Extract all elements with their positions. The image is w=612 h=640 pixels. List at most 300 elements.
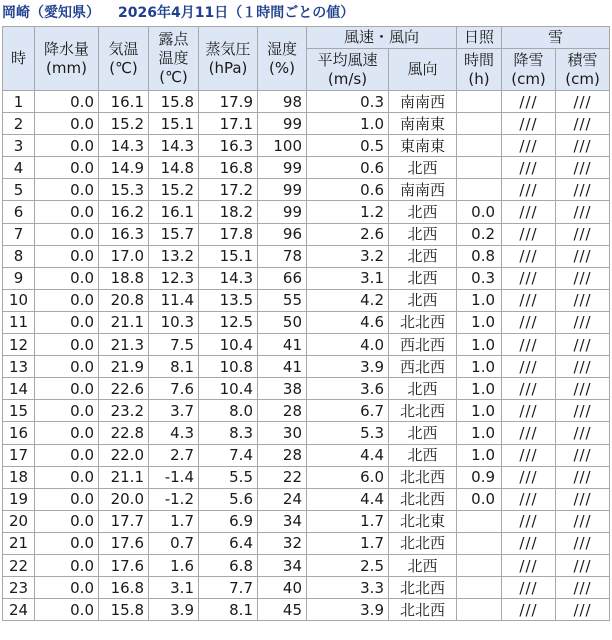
cell-wind-dir: 北西: [389, 422, 457, 444]
cell-precip: 0.0: [35, 113, 99, 135]
cell-humidity: 41: [258, 334, 307, 356]
header-precip: 降水量 (mm): [35, 27, 99, 91]
cell-wind-speed: 1.2: [307, 201, 389, 223]
cell-wind-speed: 4.2: [307, 289, 389, 311]
cell-snowfall: ///: [502, 311, 556, 333]
cell-humidity: 28: [258, 444, 307, 466]
cell-snowfall: ///: [502, 510, 556, 532]
cell-precip: 0.0: [35, 532, 99, 554]
cell-sunshine: 0.2: [457, 223, 502, 245]
cell-wind-dir: 北西: [389, 554, 457, 576]
cell-wind-dir: 北北西: [389, 466, 457, 488]
cell-temp: 17.0: [99, 245, 149, 267]
cell-snow-depth: ///: [556, 444, 610, 466]
cell-sunshine: 0.0: [457, 488, 502, 510]
cell-precip: 0.0: [35, 135, 99, 157]
cell-dew: 15.8: [149, 91, 199, 113]
cell-wind-speed: 2.6: [307, 223, 389, 245]
cell-sunshine: 1.0: [457, 289, 502, 311]
cell-wind-speed: 0.3: [307, 91, 389, 113]
cell-snowfall: ///: [502, 334, 556, 356]
header-temp: 気温 (℃): [99, 27, 149, 91]
cell-precip: 0.0: [35, 289, 99, 311]
cell-temp: 14.3: [99, 135, 149, 157]
cell-wind-speed: 0.6: [307, 179, 389, 201]
cell-sunshine: [457, 113, 502, 135]
cell-dew: 3.9: [149, 599, 199, 621]
cell-sunshine: 1.0: [457, 356, 502, 378]
cell-vapor: 16.3: [199, 135, 258, 157]
cell-precip: 0.0: [35, 554, 99, 576]
cell-dew: 12.3: [149, 267, 199, 289]
cell-snowfall: ///: [502, 400, 556, 422]
cell-snow-depth: ///: [556, 223, 610, 245]
cell-snowfall: ///: [502, 179, 556, 201]
cell-dew: 2.7: [149, 444, 199, 466]
table-row: [3, 466, 610, 488]
cell-humidity: 41: [258, 356, 307, 378]
cell-temp: 16.3: [99, 223, 149, 245]
cell-hour: 20: [3, 510, 35, 532]
cell-humidity: 22: [258, 466, 307, 488]
table-row: [3, 356, 610, 378]
cell-sunshine: 1.0: [457, 378, 502, 400]
cell-snowfall: ///: [502, 532, 556, 554]
cell-dew: 1.7: [149, 510, 199, 532]
cell-wind-speed: 3.2: [307, 245, 389, 267]
header-sun-group: 日照: [457, 27, 502, 49]
cell-hour: 14: [3, 378, 35, 400]
cell-snow-depth: ///: [556, 577, 610, 599]
cell-dew: 15.2: [149, 179, 199, 201]
cell-hour: 11: [3, 311, 35, 333]
cell-dew: 4.3: [149, 422, 199, 444]
header-humidity: 湿度 (%): [258, 27, 307, 91]
cell-hour: 13: [3, 356, 35, 378]
cell-snowfall: ///: [502, 91, 556, 113]
cell-wind-dir: 北西: [389, 157, 457, 179]
cell-snow-depth: ///: [556, 532, 610, 554]
cell-dew: 3.1: [149, 577, 199, 599]
table-row: [3, 554, 610, 576]
cell-snow-depth: ///: [556, 422, 610, 444]
cell-sunshine: [457, 179, 502, 201]
table-row: [3, 245, 610, 267]
cell-hour: 4: [3, 157, 35, 179]
cell-dew: 7.5: [149, 334, 199, 356]
cell-snow-depth: ///: [556, 334, 610, 356]
header-wind-group: 風速・風向: [307, 27, 457, 49]
cell-dew: 13.2: [149, 245, 199, 267]
cell-wind-speed: 6.7: [307, 400, 389, 422]
cell-snow-depth: ///: [556, 157, 610, 179]
cell-humidity: 30: [258, 422, 307, 444]
cell-sunshine: 0.3: [457, 267, 502, 289]
cell-temp: 15.8: [99, 599, 149, 621]
cell-wind-speed: 1.7: [307, 532, 389, 554]
cell-wind-dir: 北西: [389, 378, 457, 400]
cell-humidity: 78: [258, 245, 307, 267]
cell-wind-dir: 北西: [389, 289, 457, 311]
cell-humidity: 28: [258, 400, 307, 422]
cell-temp: 21.3: [99, 334, 149, 356]
cell-snow-depth: ///: [556, 311, 610, 333]
table-row: [3, 488, 610, 510]
cell-snowfall: ///: [502, 289, 556, 311]
cell-snow-depth: ///: [556, 466, 610, 488]
cell-vapor: 17.2: [199, 179, 258, 201]
cell-humidity: 32: [258, 532, 307, 554]
cell-humidity: 34: [258, 510, 307, 532]
cell-sunshine: [457, 554, 502, 576]
cell-precip: 0.0: [35, 466, 99, 488]
cell-vapor: 16.8: [199, 157, 258, 179]
cell-precip: 0.0: [35, 311, 99, 333]
cell-precip: 0.0: [35, 422, 99, 444]
cell-humidity: 99: [258, 157, 307, 179]
cell-hour: 2: [3, 113, 35, 135]
table-row: [3, 444, 610, 466]
cell-temp: 17.7: [99, 510, 149, 532]
cell-wind-speed: 0.5: [307, 135, 389, 157]
cell-temp: 20.0: [99, 488, 149, 510]
cell-wind-dir: 北北西: [389, 311, 457, 333]
cell-humidity: 50: [258, 311, 307, 333]
cell-precip: 0.0: [35, 245, 99, 267]
cell-wind-dir: 南南西: [389, 91, 457, 113]
cell-snowfall: ///: [502, 245, 556, 267]
cell-hour: 24: [3, 599, 35, 621]
cell-wind-speed: 3.3: [307, 577, 389, 599]
cell-hour: 6: [3, 201, 35, 223]
cell-snow-depth: ///: [556, 400, 610, 422]
cell-vapor: 6.8: [199, 554, 258, 576]
cell-sunshine: [457, 157, 502, 179]
table-row: [3, 201, 610, 223]
cell-sunshine: 1.0: [457, 311, 502, 333]
cell-dew: 14.8: [149, 157, 199, 179]
cell-vapor: 17.1: [199, 113, 258, 135]
cell-precip: 0.0: [35, 577, 99, 599]
cell-vapor: 12.5: [199, 311, 258, 333]
cell-snowfall: ///: [502, 201, 556, 223]
cell-hour: 22: [3, 554, 35, 576]
cell-wind-speed: 6.0: [307, 466, 389, 488]
cell-humidity: 38: [258, 378, 307, 400]
table-row: [3, 267, 610, 289]
cell-precip: 0.0: [35, 488, 99, 510]
cell-precip: 0.0: [35, 91, 99, 113]
cell-temp: 20.8: [99, 289, 149, 311]
cell-sunshine: 1.0: [457, 400, 502, 422]
cell-snow-depth: ///: [556, 554, 610, 576]
header-wind-dir: 風向: [389, 49, 457, 91]
cell-wind-dir: 北西: [389, 444, 457, 466]
table-row: [3, 157, 610, 179]
cell-hour: 10: [3, 289, 35, 311]
cell-temp: 16.1: [99, 91, 149, 113]
cell-temp: 21.1: [99, 466, 149, 488]
cell-vapor: 17.9: [199, 91, 258, 113]
cell-wind-speed: 3.6: [307, 378, 389, 400]
cell-vapor: 15.1: [199, 245, 258, 267]
cell-sunshine: 0.0: [457, 201, 502, 223]
cell-snowfall: ///: [502, 444, 556, 466]
cell-hour: 12: [3, 334, 35, 356]
cell-humidity: 98: [258, 91, 307, 113]
cell-precip: 0.0: [35, 510, 99, 532]
cell-snowfall: ///: [502, 488, 556, 510]
cell-wind-speed: 4.0: [307, 334, 389, 356]
cell-hour: 19: [3, 488, 35, 510]
cell-temp: 17.6: [99, 532, 149, 554]
cell-vapor: 6.4: [199, 532, 258, 554]
cell-hour: 23: [3, 577, 35, 599]
table-row: [3, 113, 610, 135]
cell-hour: 3: [3, 135, 35, 157]
cell-precip: 0.0: [35, 334, 99, 356]
cell-sunshine: 0.8: [457, 245, 502, 267]
cell-wind-speed: 4.6: [307, 311, 389, 333]
cell-temp: 21.9: [99, 356, 149, 378]
cell-precip: 0.0: [35, 400, 99, 422]
cell-precip: 0.0: [35, 223, 99, 245]
cell-humidity: 100: [258, 135, 307, 157]
cell-precip: 0.0: [35, 157, 99, 179]
cell-temp: 15.2: [99, 113, 149, 135]
cell-snowfall: ///: [502, 135, 556, 157]
header-hour: 時: [3, 27, 35, 91]
cell-wind-dir: 西北西: [389, 334, 457, 356]
station-name: 岡崎（愛知県）: [2, 5, 100, 21]
cell-snowfall: ///: [502, 554, 556, 576]
cell-dew: 15.7: [149, 223, 199, 245]
cell-hour: 1: [3, 91, 35, 113]
cell-wind-dir: 西北西: [389, 356, 457, 378]
cell-sunshine: [457, 91, 502, 113]
cell-wind-speed: 4.4: [307, 488, 389, 510]
cell-wind-speed: 2.5: [307, 554, 389, 576]
cell-snow-depth: ///: [556, 356, 610, 378]
cell-precip: 0.0: [35, 356, 99, 378]
cell-dew: 8.1: [149, 356, 199, 378]
cell-wind-dir: 北西: [389, 267, 457, 289]
cell-snow-depth: ///: [556, 378, 610, 400]
cell-humidity: 55: [258, 289, 307, 311]
cell-wind-dir: 北北東: [389, 510, 457, 532]
cell-vapor: 5.6: [199, 488, 258, 510]
cell-hour: 21: [3, 532, 35, 554]
header-dew: 露点 温度 (℃): [149, 27, 199, 91]
cell-vapor: 5.5: [199, 466, 258, 488]
cell-sunshine: 1.0: [457, 422, 502, 444]
cell-temp: 22.0: [99, 444, 149, 466]
cell-wind-speed: 3.9: [307, 356, 389, 378]
cell-wind-dir: 北西: [389, 223, 457, 245]
cell-dew: 15.1: [149, 113, 199, 135]
cell-snowfall: ///: [502, 113, 556, 135]
cell-humidity: 99: [258, 201, 307, 223]
cell-vapor: 8.3: [199, 422, 258, 444]
cell-snowfall: ///: [502, 223, 556, 245]
cell-humidity: 99: [258, 113, 307, 135]
cell-vapor: 10.4: [199, 334, 258, 356]
cell-wind-dir: 北西: [389, 245, 457, 267]
cell-dew: -1.2: [149, 488, 199, 510]
cell-precip: 0.0: [35, 444, 99, 466]
cell-dew: 7.6: [149, 378, 199, 400]
hourly-weather-table: [2, 26, 610, 621]
cell-sunshine: 0.9: [457, 466, 502, 488]
cell-humidity: 99: [258, 179, 307, 201]
cell-precip: 0.0: [35, 267, 99, 289]
cell-sunshine: 1.0: [457, 334, 502, 356]
cell-wind-dir: 北北西: [389, 532, 457, 554]
cell-temp: 15.3: [99, 179, 149, 201]
cell-vapor: 18.2: [199, 201, 258, 223]
cell-dew: 1.6: [149, 554, 199, 576]
cell-sunshine: [457, 532, 502, 554]
date-caption: 2026年4月11日（１時間ごとの値）: [118, 5, 355, 21]
table-row: [3, 510, 610, 532]
cell-dew: 0.7: [149, 532, 199, 554]
cell-sunshine: [457, 510, 502, 532]
cell-vapor: 13.5: [199, 289, 258, 311]
table-row: [3, 577, 610, 599]
cell-sunshine: [457, 135, 502, 157]
cell-sunshine: [457, 577, 502, 599]
cell-wind-dir: 南南西: [389, 179, 457, 201]
cell-dew: -1.4: [149, 466, 199, 488]
cell-hour: 7: [3, 223, 35, 245]
cell-snow-depth: ///: [556, 179, 610, 201]
cell-wind-speed: 1.7: [307, 510, 389, 532]
cell-humidity: 66: [258, 267, 307, 289]
cell-snow-depth: ///: [556, 113, 610, 135]
cell-wind-dir: 南南東: [389, 113, 457, 135]
page-title: [0, 0, 612, 26]
cell-wind-speed: 3.9: [307, 599, 389, 621]
cell-temp: 22.8: [99, 422, 149, 444]
cell-vapor: 7.7: [199, 577, 258, 599]
table-row: [3, 400, 610, 422]
header-wind-speed: 平均風速 (m/s): [307, 49, 389, 91]
cell-snowfall: ///: [502, 599, 556, 621]
cell-hour: 15: [3, 400, 35, 422]
table-row: [3, 378, 610, 400]
cell-snowfall: ///: [502, 157, 556, 179]
header-vapor: 蒸気圧 (hPa): [199, 27, 258, 91]
header-snow-group: 雪: [502, 27, 610, 49]
table-row: [3, 532, 610, 554]
header-sun: 時間 (h): [457, 49, 502, 91]
cell-snowfall: ///: [502, 466, 556, 488]
cell-hour: 8: [3, 245, 35, 267]
table-row: [3, 91, 610, 113]
table-row: [3, 334, 610, 356]
cell-wind-dir: 北北西: [389, 599, 457, 621]
cell-hour: 16: [3, 422, 35, 444]
table-row: [3, 179, 610, 201]
cell-temp: 23.2: [99, 400, 149, 422]
cell-temp: 21.1: [99, 311, 149, 333]
cell-temp: 14.9: [99, 157, 149, 179]
cell-wind-speed: 3.1: [307, 267, 389, 289]
cell-wind-dir: 東南東: [389, 135, 457, 157]
cell-wind-dir: 北西: [389, 201, 457, 223]
cell-temp: 17.6: [99, 554, 149, 576]
cell-temp: 18.8: [99, 267, 149, 289]
cell-vapor: 8.1: [199, 599, 258, 621]
cell-humidity: 40: [258, 577, 307, 599]
cell-vapor: 10.4: [199, 378, 258, 400]
cell-vapor: 10.8: [199, 356, 258, 378]
cell-wind-dir: 北北西: [389, 400, 457, 422]
cell-wind-speed: 1.0: [307, 113, 389, 135]
cell-dew: 14.3: [149, 135, 199, 157]
cell-snow-depth: ///: [556, 510, 610, 532]
cell-precip: 0.0: [35, 378, 99, 400]
cell-vapor: 6.9: [199, 510, 258, 532]
cell-precip: 0.0: [35, 201, 99, 223]
cell-hour: 17: [3, 444, 35, 466]
cell-snow-depth: ///: [556, 488, 610, 510]
cell-wind-speed: 4.4: [307, 444, 389, 466]
table-row: [3, 599, 610, 621]
cell-snow-depth: ///: [556, 201, 610, 223]
cell-wind-speed: 0.6: [307, 157, 389, 179]
cell-vapor: 7.4: [199, 444, 258, 466]
cell-precip: 0.0: [35, 599, 99, 621]
cell-vapor: 17.8: [199, 223, 258, 245]
cell-hour: 9: [3, 267, 35, 289]
cell-snow-depth: ///: [556, 599, 610, 621]
cell-precip: 0.0: [35, 179, 99, 201]
cell-snowfall: ///: [502, 356, 556, 378]
cell-snow-depth: ///: [556, 91, 610, 113]
cell-humidity: 24: [258, 488, 307, 510]
cell-dew: 10.3: [149, 311, 199, 333]
header-snowfall: 降雪 (cm): [502, 49, 556, 91]
table-row: [3, 311, 610, 333]
cell-dew: 3.7: [149, 400, 199, 422]
header-snow-depth: 積雪 (cm): [556, 49, 610, 91]
cell-dew: 11.4: [149, 289, 199, 311]
cell-snow-depth: ///: [556, 289, 610, 311]
cell-snowfall: ///: [502, 422, 556, 444]
cell-hour: 18: [3, 466, 35, 488]
cell-wind-dir: 北北西: [389, 488, 457, 510]
cell-temp: 16.8: [99, 577, 149, 599]
table-row: [3, 135, 610, 157]
cell-snow-depth: ///: [556, 267, 610, 289]
cell-sunshine: 1.0: [457, 444, 502, 466]
cell-dew: 16.1: [149, 201, 199, 223]
cell-wind-dir: 北北西: [389, 577, 457, 599]
cell-humidity: 34: [258, 554, 307, 576]
cell-hour: 5: [3, 179, 35, 201]
cell-vapor: 14.3: [199, 267, 258, 289]
cell-sunshine: [457, 599, 502, 621]
table-row: [3, 289, 610, 311]
table-row: [3, 223, 610, 245]
cell-snowfall: ///: [502, 378, 556, 400]
cell-snowfall: ///: [502, 577, 556, 599]
cell-temp: 16.2: [99, 201, 149, 223]
cell-humidity: 96: [258, 223, 307, 245]
cell-temp: 22.6: [99, 378, 149, 400]
table-row: [3, 422, 610, 444]
